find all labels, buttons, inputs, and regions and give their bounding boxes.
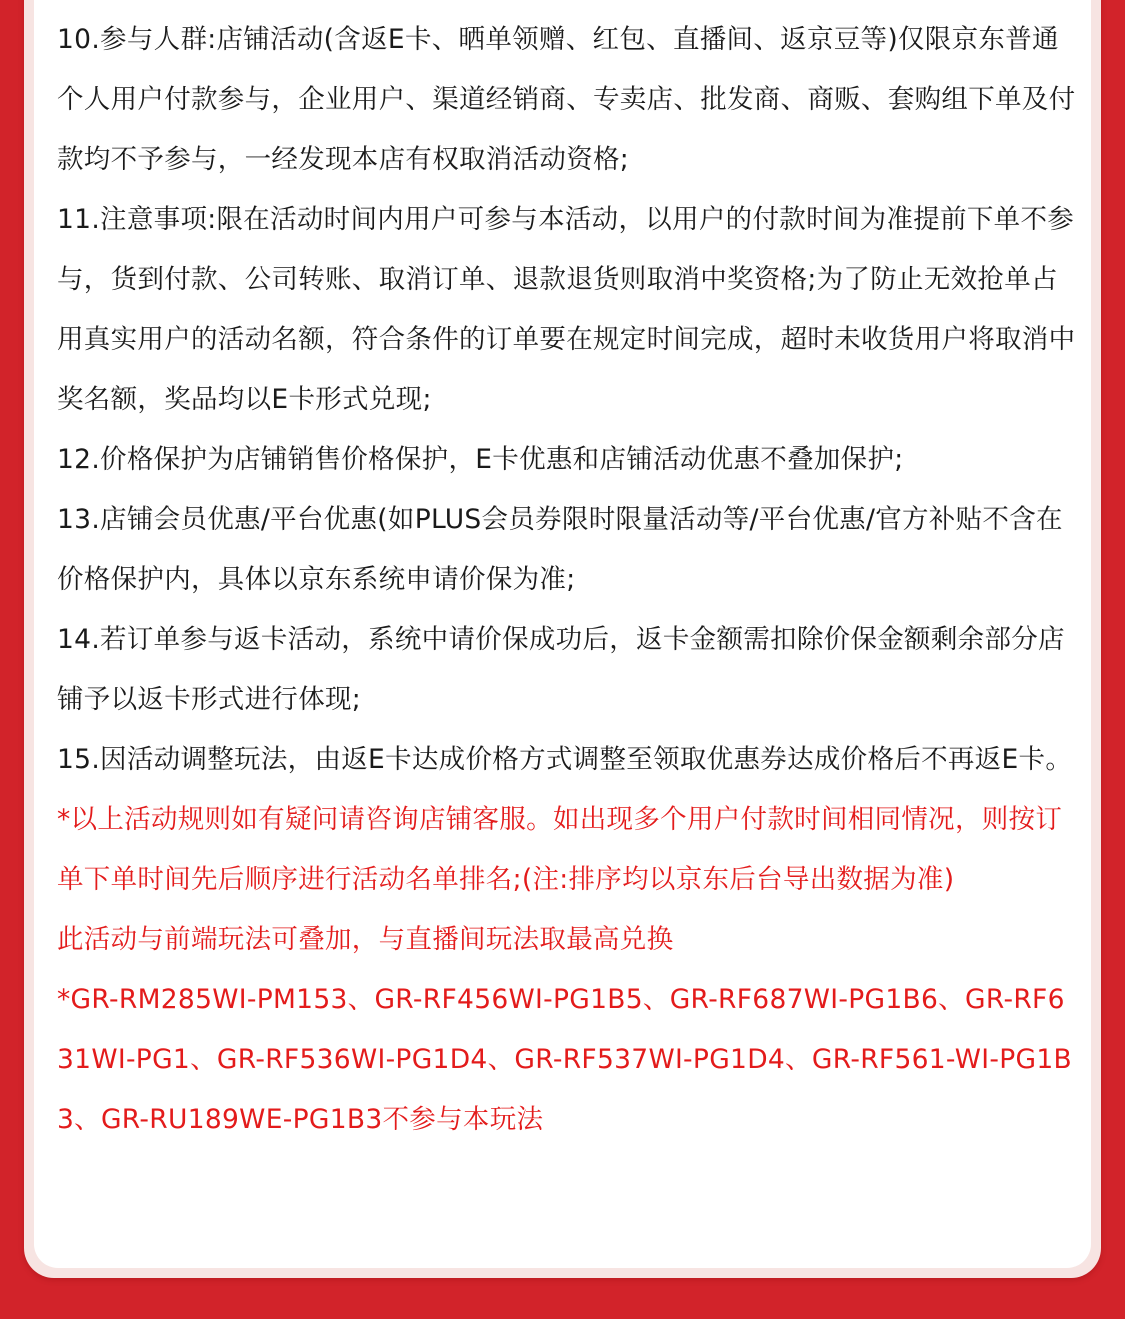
- rule-11-notices: 11.注意事项:限在活动时间内用户可参与本活动，以用户的付款时间为准提前下单不参与，货到付款、公司转账、取消订单、退款退货则取消中奖资格;为了防止无效抢单占用真实用户的活动名额，符合条件的订单要在规定时间完成，超时未收货用户将取消中奖名额，奖品均以E卡形式兑现;: [57, 204, 1076, 415]
- rule-10-participants: 10.参与人群:店铺活动(含返E卡、晒单领赠、红包、直播间、返京豆等)仅限京东普通个人用户付款参与，企业用户、渠道经销商、专卖店、批发商、商贩、套购组下单及付款均不予参与，一经发现本店有权取消活动资格;: [57, 24, 1076, 175]
- note-stacking: 此活动与前端玩法可叠加，与直播间玩法取最高兑换: [57, 924, 674, 955]
- rule-13-member-discounts: 13.店铺会员优惠/平台优惠(如PLUS会员券限时限量活动等/平台优惠/官方补贴不含在价格保护内，具体以京东系统申请价保为准;: [57, 504, 1063, 595]
- rule-15-adjustment: 15.因活动调整玩法，由返E卡达成价格方式调整至领取优惠券达成价格后不再返E卡。: [57, 744, 1073, 775]
- rules-text-block: [57, 10, 1077, 1150]
- rule-14-card-return: 14.若订单参与返卡活动，系统中请价保成功后，返卡金额需扣除价保金额剩余部分店铺予以返卡形式进行体现;: [57, 624, 1065, 715]
- note-excluded-models: *GR-RM285WI-PM153、GR-RF456WI-PG1B5、GR-RF687WI-PG1B6、GR-RF631WI-PG1、GR-RF536WI-PG1D4、GR-RF537WI-PG1D4、GR-RF561-WI-PG1B3、GR-RU189WE-PG1B3不参与本玩法: [57, 984, 1072, 1135]
- rule-12-price-protection: 12.价格保护为店铺销售价格保护，E卡优惠和店铺活动优惠不叠加保护;: [57, 444, 904, 475]
- note-customer-service: *以上活动规则如有疑问请咨询店铺客服。如出现多个用户付款时间相同情况，则按订单下单时间先后顺序进行活动名单排名;(注:排序均以京东后台导出数据为准): [57, 804, 1063, 895]
